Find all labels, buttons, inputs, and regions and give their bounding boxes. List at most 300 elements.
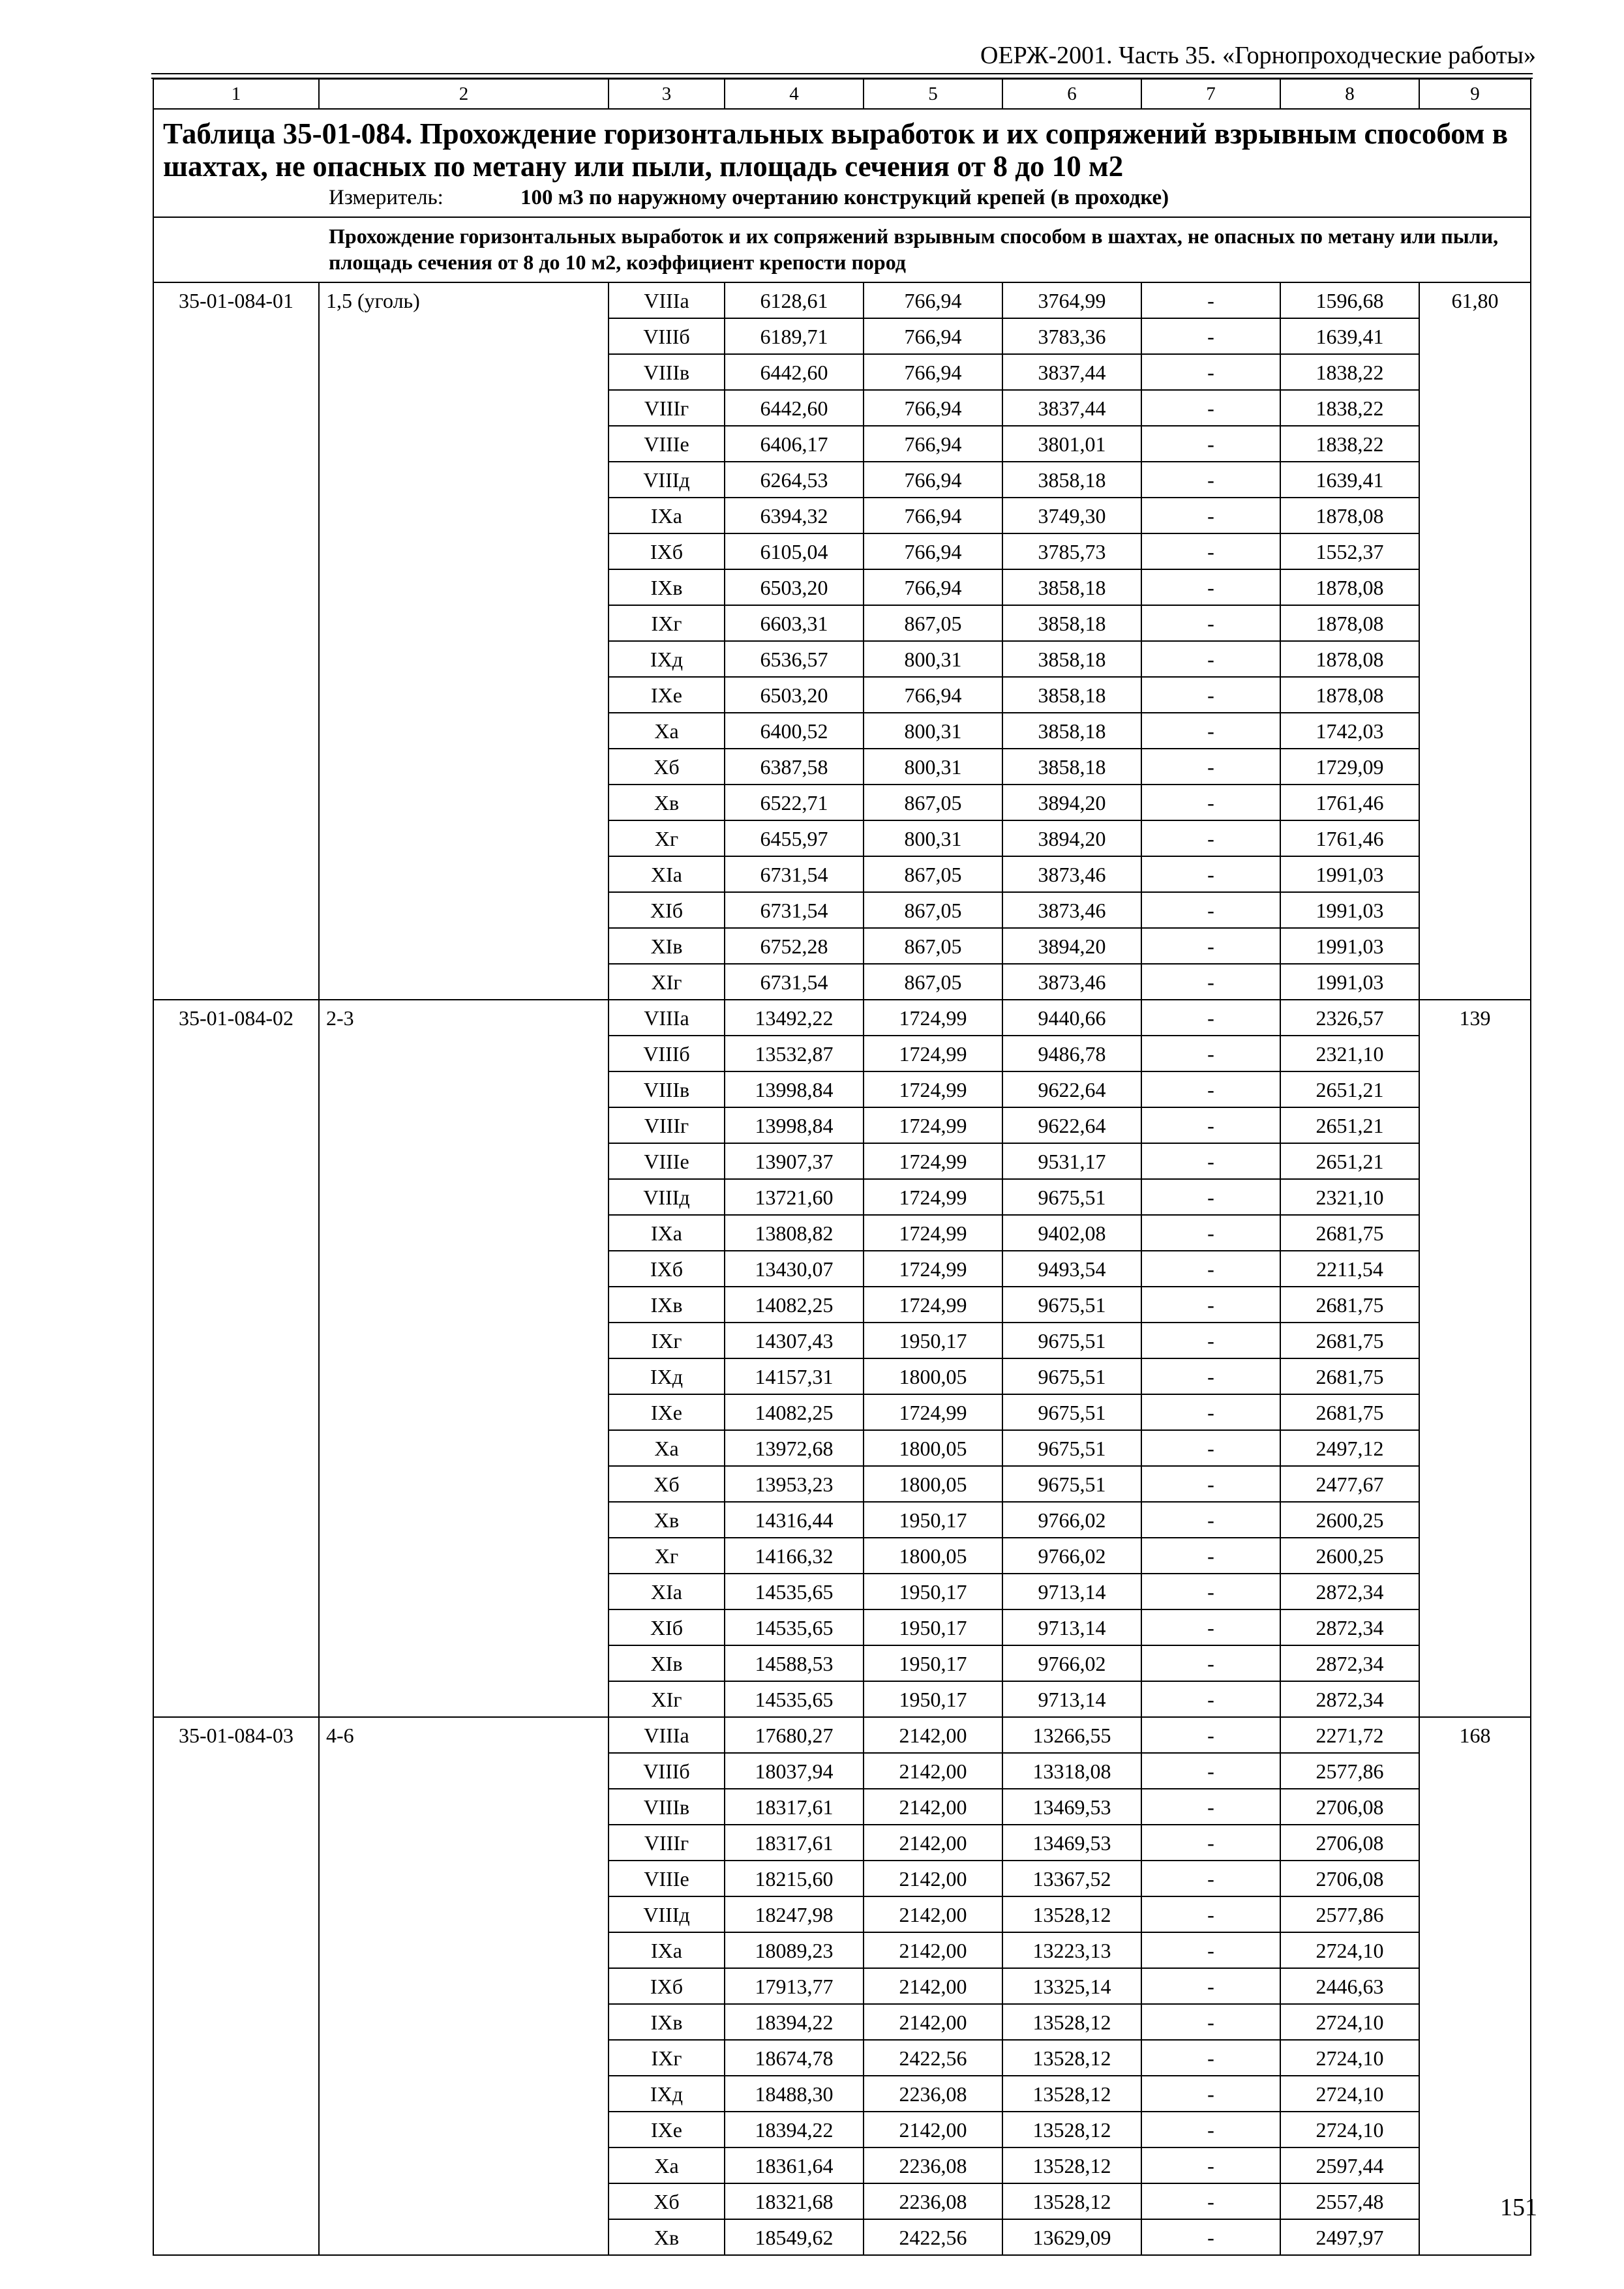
- cell-col4: 6394,32: [725, 498, 864, 533]
- cell-class: VIIIд: [609, 462, 725, 498]
- cell-col4: 18317,61: [725, 1789, 864, 1825]
- cell-col4: 13998,84: [725, 1107, 864, 1143]
- cell-col5: 2142,00: [864, 1968, 1002, 2004]
- cell-col7: -: [1141, 1107, 1280, 1143]
- cell-class: VIIIб: [609, 1036, 725, 1071]
- cell-col5: 1724,99: [864, 1071, 1002, 1107]
- cell-col6: 3873,46: [1002, 892, 1141, 928]
- cell-col8: 2872,34: [1280, 1574, 1419, 1609]
- cell-col6: 13223,13: [1002, 1932, 1141, 1968]
- cell-col7: -: [1141, 1036, 1280, 1071]
- cell-col6: 13528,12: [1002, 2004, 1141, 2040]
- cell-col7: -: [1141, 892, 1280, 928]
- cell-col5: 1950,17: [864, 1645, 1002, 1681]
- cell-col4: 13998,84: [725, 1071, 864, 1107]
- column-number: 7: [1141, 79, 1280, 109]
- cell-class: Xб: [609, 1466, 725, 1502]
- cell-col5: 766,94: [864, 677, 1002, 713]
- cell-col5: 766,94: [864, 390, 1002, 426]
- cell-col6: 3764,99: [1002, 282, 1141, 318]
- cell-col8: 2724,10: [1280, 1932, 1419, 1968]
- cell-col5: 867,05: [864, 892, 1002, 928]
- cell-col7: -: [1141, 1394, 1280, 1430]
- cell-col5: 867,05: [864, 928, 1002, 964]
- cell-col6: 3858,18: [1002, 462, 1141, 498]
- cell-col5: 1724,99: [864, 1215, 1002, 1251]
- cell-col7: -: [1141, 2147, 1280, 2183]
- cell-col6: 9675,51: [1002, 1287, 1141, 1323]
- cell-class: IXг: [609, 605, 725, 641]
- cell-col7: -: [1141, 569, 1280, 605]
- col9-value: 168: [1419, 1717, 1531, 2255]
- cell-col7: -: [1141, 2076, 1280, 2112]
- col9-value: 139: [1419, 1000, 1531, 1717]
- rock-hardness: 4-6: [319, 1717, 609, 2255]
- cell-col7: -: [1141, 1896, 1280, 1932]
- cell-col8: 2477,67: [1280, 1466, 1419, 1502]
- cell-col7: -: [1141, 713, 1280, 749]
- column-number: 9: [1419, 79, 1531, 109]
- cell-col6: 13528,12: [1002, 2147, 1141, 2183]
- cell-class: XIв: [609, 928, 725, 964]
- cell-col7: -: [1141, 318, 1280, 354]
- cell-col6: 3837,44: [1002, 390, 1141, 426]
- cell-col6: 3894,20: [1002, 785, 1141, 820]
- item-code: 35-01-084-02: [153, 1000, 319, 1717]
- cell-col5: 800,31: [864, 749, 1002, 785]
- cell-col5: 1800,05: [864, 1538, 1002, 1574]
- cell-col7: -: [1141, 1861, 1280, 1896]
- cell-col5: 1950,17: [864, 1681, 1002, 1717]
- cell-col6: 13528,12: [1002, 2076, 1141, 2112]
- cell-col4: 18215,60: [725, 1861, 864, 1896]
- cell-col5: 766,94: [864, 282, 1002, 318]
- item-code: 35-01-084-01: [153, 282, 319, 1000]
- cell-col6: 9622,64: [1002, 1107, 1141, 1143]
- cell-col4: 6442,60: [725, 354, 864, 390]
- table-subtitle: Прохождение горизонтальных выработок и их сопряжений взрывным способом в шахтах, не опасных по метану или пыли, площадь сечения от 8 до 10 м2, коэффициент крепости пород: [153, 217, 1531, 282]
- cell-col7: -: [1141, 1825, 1280, 1861]
- cell-col6: 9766,02: [1002, 1502, 1141, 1538]
- page-number: 151: [1500, 2194, 1537, 2221]
- cell-col6: 3858,18: [1002, 605, 1141, 641]
- cell-col8: 2600,25: [1280, 1502, 1419, 1538]
- cell-col6: 3749,30: [1002, 498, 1141, 533]
- cell-col6: 13469,53: [1002, 1789, 1141, 1825]
- cell-col8: 2271,72: [1280, 1717, 1419, 1753]
- unit-line: [329, 184, 1521, 211]
- cell-col8: 1729,09: [1280, 749, 1419, 785]
- cell-class: VIIIб: [609, 1753, 725, 1789]
- cell-col8: 1991,03: [1280, 964, 1419, 1000]
- cell-col7: -: [1141, 749, 1280, 785]
- cell-class: IXг: [609, 1323, 725, 1358]
- cell-col8: 1761,46: [1280, 820, 1419, 856]
- cell-col8: 2651,21: [1280, 1071, 1419, 1107]
- cell-col5: 766,94: [864, 569, 1002, 605]
- cell-col8: 2872,34: [1280, 1681, 1419, 1717]
- item-code: 35-01-084-03: [153, 1717, 319, 2255]
- cell-col4: 18488,30: [725, 2076, 864, 2112]
- rock-hardness: 2-3: [319, 1000, 609, 1717]
- cell-class: XIб: [609, 892, 725, 928]
- cell-col5: 2236,08: [864, 2183, 1002, 2219]
- cell-col8: 2577,86: [1280, 1753, 1419, 1789]
- cell-class: IXв: [609, 569, 725, 605]
- column-number: 2: [319, 79, 609, 109]
- cell-class: VIIIа: [609, 282, 725, 318]
- cell-col7: -: [1141, 354, 1280, 390]
- cell-col4: 6128,61: [725, 282, 864, 318]
- cell-col8: 2681,75: [1280, 1323, 1419, 1358]
- cell-col6: 13469,53: [1002, 1825, 1141, 1861]
- cell-col8: 2326,57: [1280, 1000, 1419, 1036]
- cell-col8: 2681,75: [1280, 1358, 1419, 1394]
- cell-class: VIIIв: [609, 354, 725, 390]
- cell-col8: 2651,21: [1280, 1143, 1419, 1179]
- cell-col4: 6406,17: [725, 426, 864, 462]
- column-number: 3: [609, 79, 725, 109]
- cell-col4: 6731,54: [725, 892, 864, 928]
- cell-col4: 14535,65: [725, 1574, 864, 1609]
- cell-class: VIIIг: [609, 1107, 725, 1143]
- cell-col5: 1800,05: [864, 1466, 1002, 1502]
- cell-class: VIIIд: [609, 1896, 725, 1932]
- cell-col7: -: [1141, 2183, 1280, 2219]
- cell-class: XIа: [609, 1574, 725, 1609]
- cell-col4: 6522,71: [725, 785, 864, 820]
- cell-class: VIIIе: [609, 426, 725, 462]
- cell-col6: 13367,52: [1002, 1861, 1141, 1896]
- cell-col7: -: [1141, 1215, 1280, 1251]
- cell-col5: 1800,05: [864, 1358, 1002, 1394]
- cell-col5: 766,94: [864, 426, 1002, 462]
- cell-class: Xб: [609, 749, 725, 785]
- cell-col5: 766,94: [864, 462, 1002, 498]
- cell-col7: -: [1141, 1071, 1280, 1107]
- cell-col7: -: [1141, 820, 1280, 856]
- cell-col6: 9486,78: [1002, 1036, 1141, 1071]
- cell-col7: -: [1141, 282, 1280, 318]
- cell-class: Xв: [609, 1502, 725, 1538]
- cell-class: XIг: [609, 964, 725, 1000]
- cell-col6: 9675,51: [1002, 1323, 1141, 1358]
- cell-col5: 867,05: [864, 605, 1002, 641]
- cell-class: IXв: [609, 1287, 725, 1323]
- cell-col7: -: [1141, 1323, 1280, 1358]
- cell-col8: 2651,21: [1280, 1107, 1419, 1143]
- cell-col4: 14157,31: [725, 1358, 864, 1394]
- cell-col5: 1724,99: [864, 1143, 1002, 1179]
- cell-col8: 2872,34: [1280, 1645, 1419, 1681]
- cell-col4: 6731,54: [725, 856, 864, 892]
- column-number: 1: [153, 79, 319, 109]
- cell-col6: 9675,51: [1002, 1466, 1141, 1502]
- cell-col6: 9766,02: [1002, 1645, 1141, 1681]
- cell-col4: 14082,25: [725, 1394, 864, 1430]
- unit-value: 100 м3 по наружному очертанию конструкций крепей (в проходке): [520, 186, 1169, 209]
- table-row: [153, 282, 1531, 318]
- cell-col7: -: [1141, 1574, 1280, 1609]
- cell-col8: 1991,03: [1280, 928, 1419, 964]
- cell-col4: 13808,82: [725, 1215, 864, 1251]
- cell-col6: 3801,01: [1002, 426, 1141, 462]
- cell-col4: 18674,78: [725, 2040, 864, 2076]
- cell-col8: 2724,10: [1280, 2112, 1419, 2147]
- cell-col4: 14535,65: [725, 1681, 864, 1717]
- column-number: 8: [1280, 79, 1419, 109]
- cell-col8: 1991,03: [1280, 856, 1419, 892]
- cell-class: VIIIб: [609, 318, 725, 354]
- cell-col5: 867,05: [864, 785, 1002, 820]
- cell-col4: 14535,65: [725, 1609, 864, 1645]
- cell-col8: 2577,86: [1280, 1896, 1419, 1932]
- cell-col4: 6387,58: [725, 749, 864, 785]
- cell-class: IXе: [609, 1394, 725, 1430]
- cell-col8: 2706,08: [1280, 1861, 1419, 1896]
- cell-col6: 13528,12: [1002, 1896, 1141, 1932]
- cell-col8: 1878,08: [1280, 605, 1419, 641]
- rock-hardness: 1,5 (уголь): [319, 282, 609, 1000]
- cell-col8: 2724,10: [1280, 2076, 1419, 2112]
- cell-col6: 13528,12: [1002, 2183, 1141, 2219]
- cell-col7: -: [1141, 677, 1280, 713]
- cell-col7: -: [1141, 1789, 1280, 1825]
- cell-col7: -: [1141, 1753, 1280, 1789]
- cell-col6: 9675,51: [1002, 1430, 1141, 1466]
- cell-col4: 13532,87: [725, 1036, 864, 1071]
- cell-class: Xв: [609, 785, 725, 820]
- cell-col7: -: [1141, 1538, 1280, 1574]
- cell-col4: 13492,22: [725, 1000, 864, 1036]
- cell-class: Xа: [609, 1430, 725, 1466]
- cell-class: Xа: [609, 2147, 725, 2183]
- cell-class: IXв: [609, 2004, 725, 2040]
- cell-col5: 800,31: [864, 713, 1002, 749]
- cell-class: XIв: [609, 1645, 725, 1681]
- cell-col6: 3873,46: [1002, 964, 1141, 1000]
- cell-col5: 2142,00: [864, 1753, 1002, 1789]
- cell-col7: -: [1141, 928, 1280, 964]
- cell-col8: 1991,03: [1280, 892, 1419, 928]
- cell-col5: 766,94: [864, 318, 1002, 354]
- cell-class: IXд: [609, 2076, 725, 2112]
- cell-class: VIIIе: [609, 1143, 725, 1179]
- cell-col7: -: [1141, 533, 1280, 569]
- cell-col5: 2142,00: [864, 2112, 1002, 2147]
- cell-col5: 867,05: [864, 856, 1002, 892]
- cell-col7: -: [1141, 605, 1280, 641]
- cell-col7: -: [1141, 1466, 1280, 1502]
- cell-col7: -: [1141, 1251, 1280, 1287]
- cell-col8: 2681,75: [1280, 1394, 1419, 1430]
- title-row: [153, 109, 1531, 217]
- cell-col5: 2236,08: [864, 2076, 1002, 2112]
- cell-class: Xг: [609, 820, 725, 856]
- cell-col8: 1639,41: [1280, 462, 1419, 498]
- cell-col4: 6731,54: [725, 964, 864, 1000]
- cell-class: VIIIв: [609, 1789, 725, 1825]
- cell-col4: 18394,22: [725, 2004, 864, 2040]
- cell-col4: 6536,57: [725, 641, 864, 677]
- cell-col5: 1950,17: [864, 1502, 1002, 1538]
- cell-col5: 2142,00: [864, 1789, 1002, 1825]
- cell-col5: 766,94: [864, 498, 1002, 533]
- cell-class: IXа: [609, 1932, 725, 1968]
- cell-col5: 766,94: [864, 354, 1002, 390]
- cell-col6: 9713,14: [1002, 1609, 1141, 1645]
- cell-col8: 1552,37: [1280, 533, 1419, 569]
- cell-col5: 1800,05: [864, 1430, 1002, 1466]
- cell-col6: 13528,12: [1002, 2112, 1141, 2147]
- cell-col5: 2422,56: [864, 2040, 1002, 2076]
- cell-col4: 6503,20: [725, 677, 864, 713]
- cell-col6: 9622,64: [1002, 1071, 1141, 1107]
- cell-col8: 2724,10: [1280, 2040, 1419, 2076]
- cell-col6: 3783,36: [1002, 318, 1141, 354]
- cell-col8: 2497,12: [1280, 1430, 1419, 1466]
- cell-col5: 1950,17: [864, 1574, 1002, 1609]
- cell-col6: 9675,51: [1002, 1394, 1141, 1430]
- cell-col8: 1878,08: [1280, 677, 1419, 713]
- cell-col6: 3785,73: [1002, 533, 1141, 569]
- cell-col4: 14588,53: [725, 1645, 864, 1681]
- table-row: [153, 1717, 1531, 1753]
- cell-class: VIIIг: [609, 390, 725, 426]
- cell-class: Xа: [609, 713, 725, 749]
- cell-col6: 9713,14: [1002, 1574, 1141, 1609]
- cell-col5: 2142,00: [864, 1825, 1002, 1861]
- cell-col8: 2497,97: [1280, 2219, 1419, 2255]
- cell-col8: 2600,25: [1280, 1538, 1419, 1574]
- col9-value: 61,80: [1419, 282, 1531, 1000]
- cell-class: XIг: [609, 1681, 725, 1717]
- cell-col5: 2142,00: [864, 1717, 1002, 1753]
- cell-col6: 9713,14: [1002, 1681, 1141, 1717]
- cell-col5: 2142,00: [864, 1896, 1002, 1932]
- cell-col5: 1724,99: [864, 1179, 1002, 1215]
- cell-col7: -: [1141, 2040, 1280, 2076]
- cell-col5: 2422,56: [864, 2219, 1002, 2255]
- cell-col5: 766,94: [864, 533, 1002, 569]
- cell-col7: -: [1141, 856, 1280, 892]
- cell-col8: 2446,63: [1280, 1968, 1419, 2004]
- cell-col8: 2872,34: [1280, 1609, 1419, 1645]
- cell-col8: 1639,41: [1280, 318, 1419, 354]
- cell-col6: 3894,20: [1002, 820, 1141, 856]
- cell-col4: 18394,22: [725, 2112, 864, 2147]
- cell-col4: 14082,25: [725, 1287, 864, 1323]
- cell-col7: -: [1141, 1717, 1280, 1753]
- running-title: ОЕРЖ-2001. Часть 35. «Горнопроходческие работы»: [980, 42, 1536, 69]
- cell-class: IXб: [609, 533, 725, 569]
- cell-col4: 13953,23: [725, 1466, 864, 1502]
- cell-col7: -: [1141, 1358, 1280, 1394]
- cell-col4: 13907,37: [725, 1143, 864, 1179]
- cell-col8: 1742,03: [1280, 713, 1419, 749]
- cell-col8: 1878,08: [1280, 498, 1419, 533]
- cell-col8: 2321,10: [1280, 1179, 1419, 1215]
- cell-col8: 1878,08: [1280, 641, 1419, 677]
- cell-col8: 2681,75: [1280, 1215, 1419, 1251]
- cell-col4: 18361,64: [725, 2147, 864, 2183]
- cell-col7: -: [1141, 785, 1280, 820]
- cell-col8: 1838,22: [1280, 426, 1419, 462]
- cell-col7: -: [1141, 1179, 1280, 1215]
- cell-col5: 867,05: [864, 964, 1002, 1000]
- column-number: 6: [1002, 79, 1141, 109]
- cell-col6: 13528,12: [1002, 2040, 1141, 2076]
- cell-col5: 2142,00: [864, 1861, 1002, 1896]
- cell-col8: 2706,08: [1280, 1789, 1419, 1825]
- cell-col4: 6189,71: [725, 318, 864, 354]
- column-number: 4: [725, 79, 864, 109]
- cell-col6: 9675,51: [1002, 1358, 1141, 1394]
- cell-class: IXб: [609, 1251, 725, 1287]
- cell-col4: 18321,68: [725, 2183, 864, 2219]
- cell-class: IXа: [609, 1215, 725, 1251]
- cell-col4: 14307,43: [725, 1323, 864, 1358]
- cell-col7: -: [1141, 1287, 1280, 1323]
- header-rule: [151, 73, 1533, 74]
- cell-col7: -: [1141, 1000, 1280, 1036]
- cell-col8: 2321,10: [1280, 1036, 1419, 1071]
- cell-col4: 6400,52: [725, 713, 864, 749]
- cell-class: XIа: [609, 856, 725, 892]
- cell-col4: 17913,77: [725, 1968, 864, 2004]
- cell-class: Xб: [609, 2183, 725, 2219]
- cell-col8: 2557,48: [1280, 2183, 1419, 2219]
- cell-col4: 6752,28: [725, 928, 864, 964]
- cell-col7: -: [1141, 1681, 1280, 1717]
- cell-col8: 2706,08: [1280, 1825, 1419, 1861]
- cell-col6: 3858,18: [1002, 569, 1141, 605]
- cell-col4: 14166,32: [725, 1538, 864, 1574]
- cell-col5: 2142,00: [864, 1932, 1002, 1968]
- cell-class: IXб: [609, 1968, 725, 2004]
- cell-col4: 18247,98: [725, 1896, 864, 1932]
- cell-col6: 9766,02: [1002, 1538, 1141, 1574]
- cell-col4: 6442,60: [725, 390, 864, 426]
- price-table: [153, 78, 1531, 2256]
- cell-col7: -: [1141, 641, 1280, 677]
- cell-class: VIIIв: [609, 1071, 725, 1107]
- column-number-row: [153, 79, 1531, 109]
- cell-col6: 9440,66: [1002, 1000, 1141, 1036]
- cell-col4: 13721,60: [725, 1179, 864, 1215]
- cell-col7: -: [1141, 1609, 1280, 1645]
- cell-col8: 1878,08: [1280, 569, 1419, 605]
- cell-col6: 9531,17: [1002, 1143, 1141, 1179]
- cell-col6: 3858,18: [1002, 713, 1141, 749]
- cell-class: VIIIг: [609, 1825, 725, 1861]
- cell-col6: 9675,51: [1002, 1179, 1141, 1215]
- cell-col6: 13318,08: [1002, 1753, 1141, 1789]
- cell-col5: 1724,99: [864, 1251, 1002, 1287]
- cell-col8: 2597,44: [1280, 2147, 1419, 2183]
- cell-col5: 1724,99: [864, 1287, 1002, 1323]
- cell-col6: 9402,08: [1002, 1215, 1141, 1251]
- cell-col5: 800,31: [864, 820, 1002, 856]
- cell-col4: 18549,62: [725, 2219, 864, 2255]
- cell-col4: 18037,94: [725, 1753, 864, 1789]
- table-title-cell: [153, 109, 1531, 217]
- table-title: Таблица 35-01-084. Прохождение горизонтальных выработок и их сопряжений взрывным способом в шахтах, не опасных по метану или пыли, площадь сечения от 8 до 10 м2: [163, 117, 1509, 183]
- cell-col7: -: [1141, 498, 1280, 533]
- cell-col5: 1724,99: [864, 1394, 1002, 1430]
- cell-col8: 1838,22: [1280, 390, 1419, 426]
- cell-class: IXд: [609, 641, 725, 677]
